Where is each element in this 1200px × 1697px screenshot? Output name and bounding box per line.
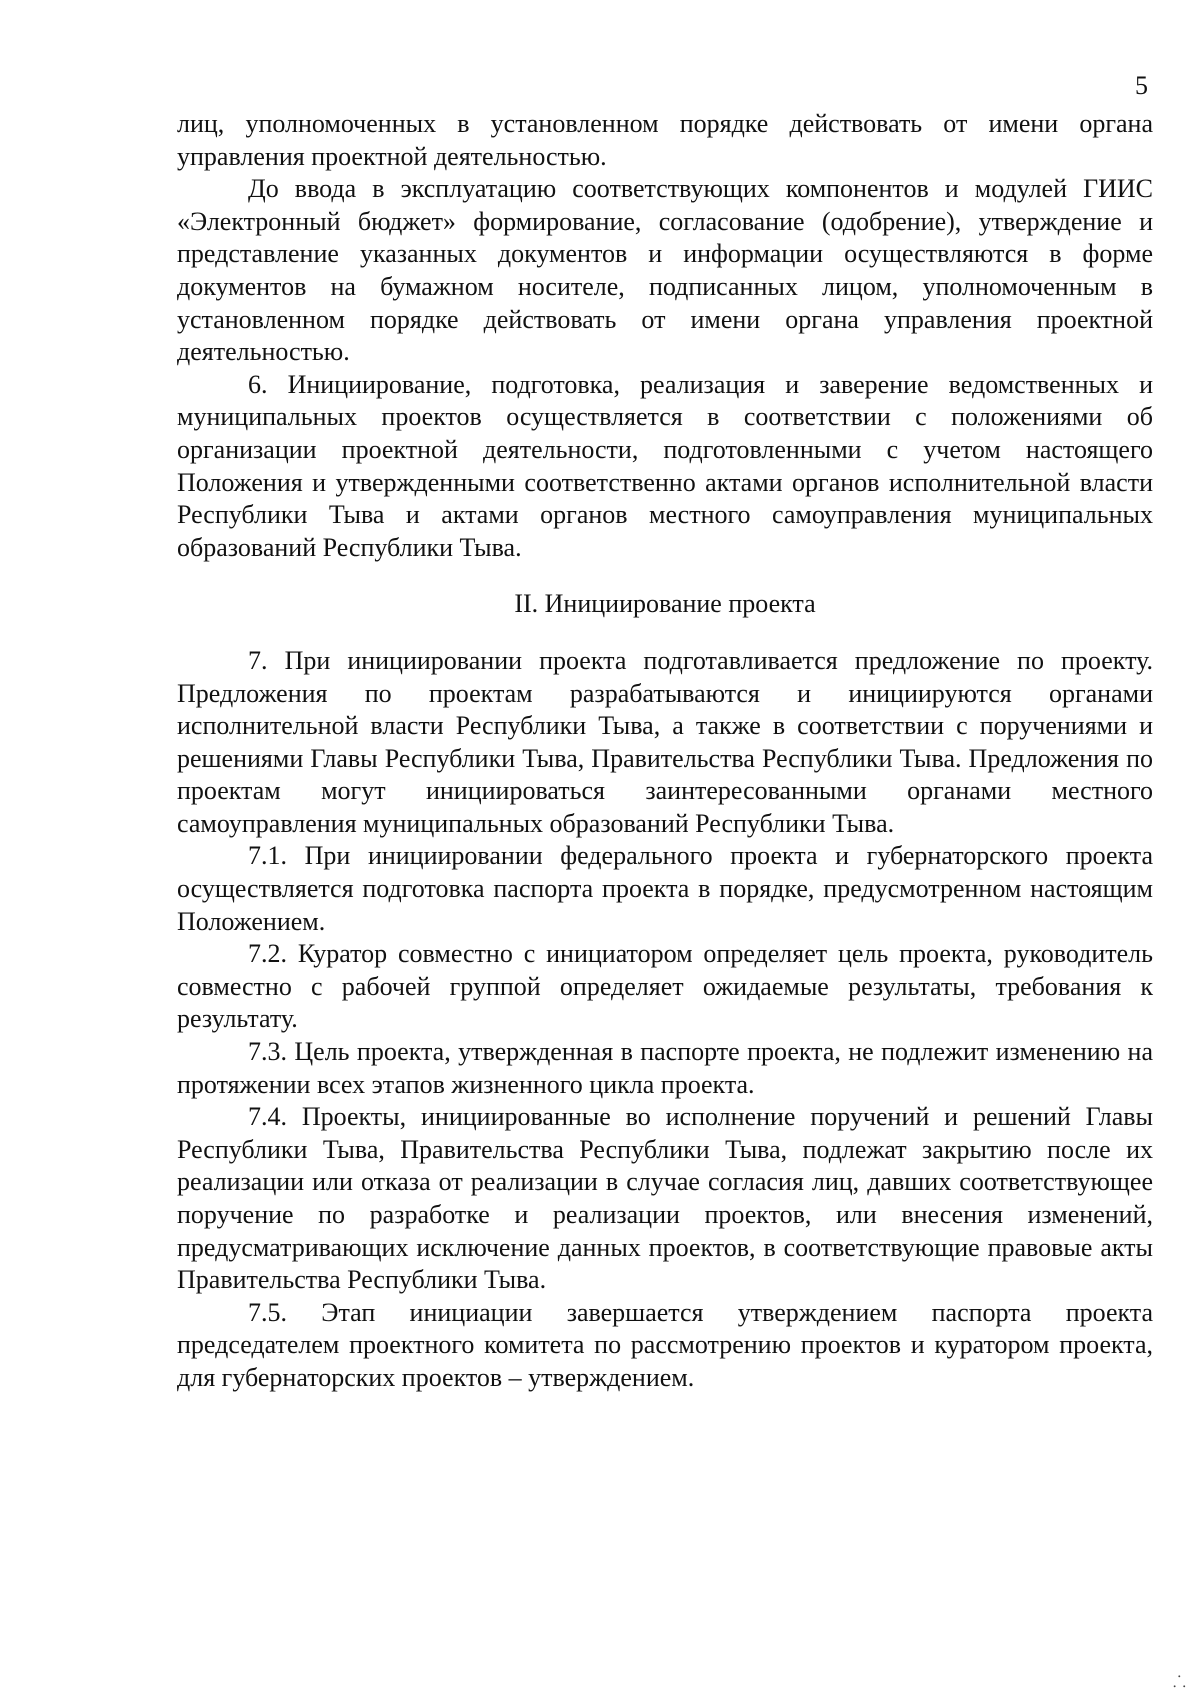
paragraph-7-2: 7.2. Куратор совместно с инициатором определяет цель проекта, руководитель совместно с рабочей группой определяет ожидаемые результаты, требования к результату. (177, 939, 1153, 1034)
paragraph-continuation: лиц, уполномоченных в установленном порядке действовать от имени органа управления проектной деятельностью. (177, 109, 1153, 171)
scan-corner-mark: ⸫ (1172, 1674, 1186, 1691)
paragraph-6: 6. Инициирование, подготовка, реализация и заверение ведомственных и муниципальных проектов осуществляется в соответствии с положениями об организации проектной деятельности, подготовленными с учетом настоящего Положения и утвержденными соответственно актами органов исполнительной власти Республики Тыва и актами органов местного самоуправления муниципальных образований Республики Тыва. (177, 369, 1153, 562)
paragraph-7-4: 7.4. Проекты, инициированные во исполнение поручений и решений Главы Республики Тыва, Правительства Республики Тыва, подлежат закрытию после их реализации или отказа от реализации в случае согласия лиц, давших соответствующее поручение по разработке и реализации проектов, или внесения изменений, предусматривающих исключение данных проектов, в соответствующие правовые акты Правительства Республики Тыва. (177, 1102, 1153, 1295)
paragraph-7-5: 7.5. Этап инициации завершается утверждением паспорта проекта председателем проектного комитета по рассмотрению проектов и куратором проекта, для губернаторских проектов – утверждением. (177, 1297, 1153, 1392)
document-body (177, 108, 1153, 1395)
paragraph-7: 7. При инициировании проекта подготавливается предложение по проекту. Предложения по проектам разрабатываются и инициируются органами исполнительной власти Республики Тыва, а также в соответствии с поручениями и решениями Главы Республики Тыва, Правительства Республики Тыва. Предложения по проектам могут инициироваться заинтересованными органами местного самоуправления муниципальных образований Республики Тыва. (177, 645, 1153, 838)
paragraph-giis-budget: До ввода в эксплуатацию соответствующих компонентов и модулей ГИИС «Электронный бюджет» формирование, согласование (одобрение), утверждение и представление указанных документов и информации осуществляются в форме документов на бумажном носителе, подписанных лицом, уполномоченным в установленном порядке действовать от имени органа управления проектной деятельностью. (177, 174, 1153, 367)
section-heading: II. Инициирование проекта (514, 589, 816, 619)
paragraph-7-1: 7.1. При инициировании федерального проекта и губернаторского проекта осуществляется подготовка паспорта проекта в порядке, предусмотренном настоящим Положением. (177, 841, 1153, 936)
page-number: 5 (1135, 71, 1148, 100)
paragraph-7-3: 7.3. Цель проекта, утвержденная в паспорте проекта, не подлежит изменению на протяжении всех этапов жизненного цикла проекта. (177, 1037, 1153, 1099)
